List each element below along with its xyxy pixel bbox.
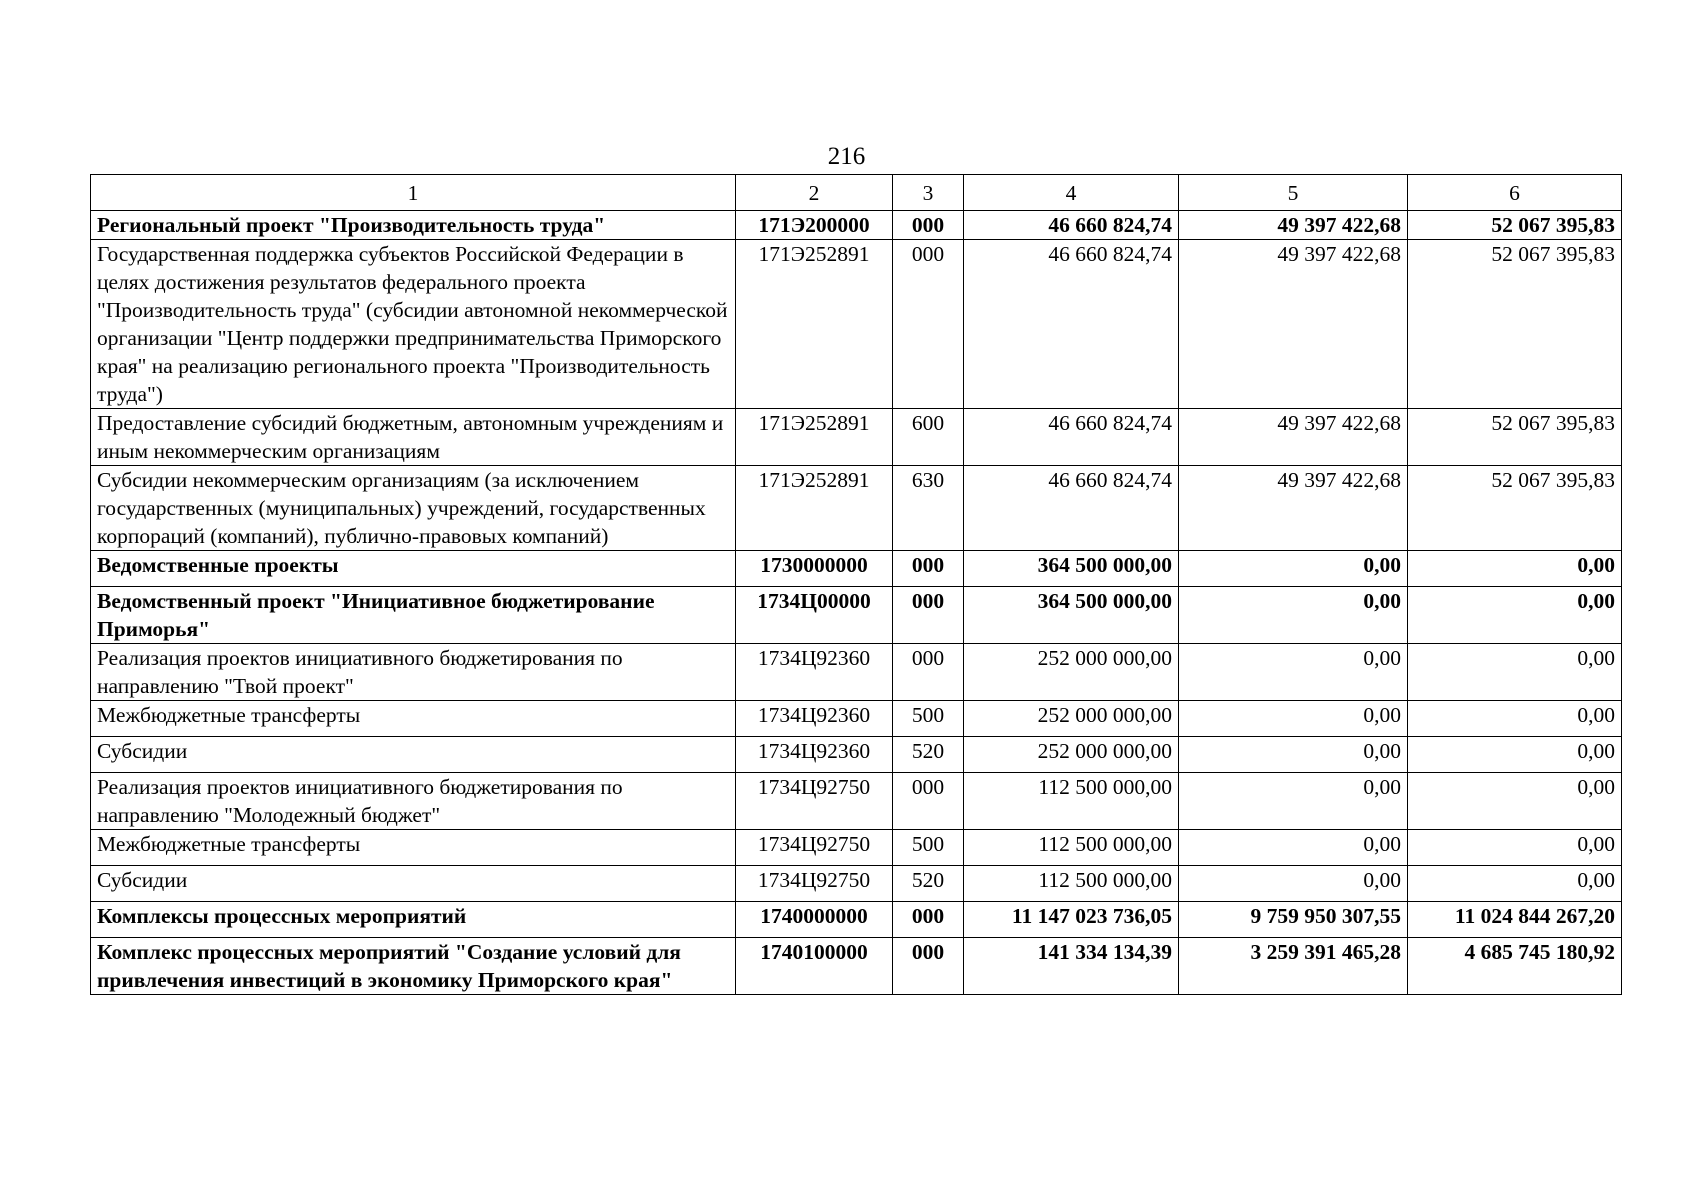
row-value-cell: 3 259 391 465,28 [1179,938,1408,995]
page-number: 216 [827,143,866,170]
row-kind-cell: 520 [893,866,964,902]
row-value-cell: 0,00 [1408,737,1622,773]
table-row [91,211,1622,240]
row-value-cell: 11 147 023 736,05 [964,902,1179,938]
row-value-cell: 0,00 [1408,587,1622,644]
row-kind-cell: 000 [893,644,964,701]
row-value-cell: 46 660 824,74 [964,466,1179,551]
column-header: 5 [1179,175,1408,211]
row-code-cell: 1734Ц92360 [736,644,893,701]
row-name-cell: Предоставление субсидий бюджетным, автономным учреждениям и иным некоммерческим организациям [91,409,736,466]
table-row [91,551,1622,587]
row-name-cell: Государственная поддержка субъектов Российской Федерации в целях достижения результатов федерального проекта "Производительность труда" (субсидии автономной некоммерческой организации "Центр поддержки предпринимательства Приморского края" на реализацию регионального проекта "Производительность труда") [91,240,736,409]
row-value-cell: 141 334 134,39 [964,938,1179,995]
row-code-cell: 1734Ц92360 [736,701,893,737]
row-code-cell: 1734Ц92750 [736,773,893,830]
row-value-cell: 0,00 [1408,773,1622,830]
row-value-cell: 0,00 [1408,644,1622,701]
row-value-cell: 112 500 000,00 [964,773,1179,830]
row-kind-cell: 500 [893,830,964,866]
row-value-cell: 9 759 950 307,55 [1179,902,1408,938]
row-code-cell: 1740100000 [736,938,893,995]
budget-table [90,174,1622,995]
row-name-cell: Субсидии некоммерческим организациям (за исключением государственных (муниципальных) учреждений, государственных корпораций (компаний), публично-правовых компаний) [91,466,736,551]
table-row [91,240,1622,409]
table-row [91,587,1622,644]
table-row [91,938,1622,995]
row-value-cell: 0,00 [1179,701,1408,737]
row-code-cell: 171Э252891 [736,240,893,409]
row-kind-cell: 000 [893,211,964,240]
row-value-cell: 0,00 [1179,830,1408,866]
row-value-cell: 52 067 395,83 [1408,211,1622,240]
row-value-cell: 0,00 [1408,866,1622,902]
row-value-cell: 252 000 000,00 [964,737,1179,773]
row-value-cell: 0,00 [1179,866,1408,902]
row-value-cell: 0,00 [1408,830,1622,866]
row-code-cell: 1734Ц92750 [736,830,893,866]
column-header: 3 [893,175,964,211]
row-value-cell: 0,00 [1408,551,1622,587]
column-header: 6 [1408,175,1622,211]
table-row [91,409,1622,466]
row-name-cell: Региональный проект "Производительность труда" [91,211,736,240]
row-name-cell: Субсидии [91,866,736,902]
row-code-cell: 171Э252891 [736,466,893,551]
row-name-cell: Субсидии [91,737,736,773]
row-kind-cell: 520 [893,737,964,773]
row-kind-cell: 500 [893,701,964,737]
row-name-cell: Ведомственные проекты [91,551,736,587]
row-code-cell: 171Э252891 [736,409,893,466]
column-header: 2 [736,175,893,211]
row-value-cell: 0,00 [1408,701,1622,737]
row-name-cell: Комплексы процессных мероприятий [91,902,736,938]
table-row [91,773,1622,830]
row-value-cell: 0,00 [1179,587,1408,644]
row-value-cell: 0,00 [1179,737,1408,773]
row-value-cell: 52 067 395,83 [1408,466,1622,551]
row-value-cell: 0,00 [1179,551,1408,587]
row-name-cell: Межбюджетные трансферты [91,701,736,737]
row-kind-cell: 000 [893,551,964,587]
row-value-cell: 11 024 844 267,20 [1408,902,1622,938]
row-value-cell: 49 397 422,68 [1179,466,1408,551]
row-value-cell: 0,00 [1179,773,1408,830]
table-row [91,737,1622,773]
table-row [91,866,1622,902]
row-code-cell: 1734Ц92750 [736,866,893,902]
row-code-cell: 1730000000 [736,551,893,587]
row-kind-cell: 000 [893,240,964,409]
row-code-cell: 1740000000 [736,902,893,938]
row-kind-cell: 000 [893,587,964,644]
table-header-row [91,175,1622,211]
row-kind-cell: 600 [893,409,964,466]
row-kind-cell: 000 [893,773,964,830]
row-name-cell: Межбюджетные трансферты [91,830,736,866]
row-kind-cell: 000 [893,938,964,995]
row-value-cell: 49 397 422,68 [1179,240,1408,409]
table-row [91,902,1622,938]
row-code-cell: 1734Ц92360 [736,737,893,773]
row-value-cell: 252 000 000,00 [964,644,1179,701]
row-value-cell: 112 500 000,00 [964,866,1179,902]
row-value-cell: 4 685 745 180,92 [1408,938,1622,995]
row-value-cell: 52 067 395,83 [1408,240,1622,409]
table-row [91,644,1622,701]
row-value-cell: 46 660 824,74 [964,240,1179,409]
row-value-cell: 112 500 000,00 [964,830,1179,866]
row-kind-cell: 630 [893,466,964,551]
row-code-cell: 1734Ц00000 [736,587,893,644]
table-row [91,830,1622,866]
row-value-cell: 0,00 [1179,644,1408,701]
row-value-cell: 49 397 422,68 [1179,211,1408,240]
row-name-cell: Реализация проектов инициативного бюджетирования по направлению "Твой проект" [91,644,736,701]
column-header: 4 [964,175,1179,211]
row-name-cell: Ведомственный проект "Инициативное бюджетирование Приморья" [91,587,736,644]
row-name-cell: Комплекс процессных мероприятий "Создание условий для привлечения инвестиций в экономику Приморского края" [91,938,736,995]
table-row [91,701,1622,737]
row-kind-cell: 000 [893,902,964,938]
table-body [91,211,1622,995]
row-code-cell: 171Э200000 [736,211,893,240]
row-value-cell: 52 067 395,83 [1408,409,1622,466]
column-header: 1 [91,175,736,211]
row-value-cell: 364 500 000,00 [964,587,1179,644]
row-value-cell: 46 660 824,74 [964,409,1179,466]
row-value-cell: 46 660 824,74 [964,211,1179,240]
row-value-cell: 252 000 000,00 [964,701,1179,737]
table-row [91,466,1622,551]
row-value-cell: 49 397 422,68 [1179,409,1408,466]
row-name-cell: Реализация проектов инициативного бюджетирования по направлению "Молодежный бюджет" [91,773,736,830]
row-value-cell: 364 500 000,00 [964,551,1179,587]
